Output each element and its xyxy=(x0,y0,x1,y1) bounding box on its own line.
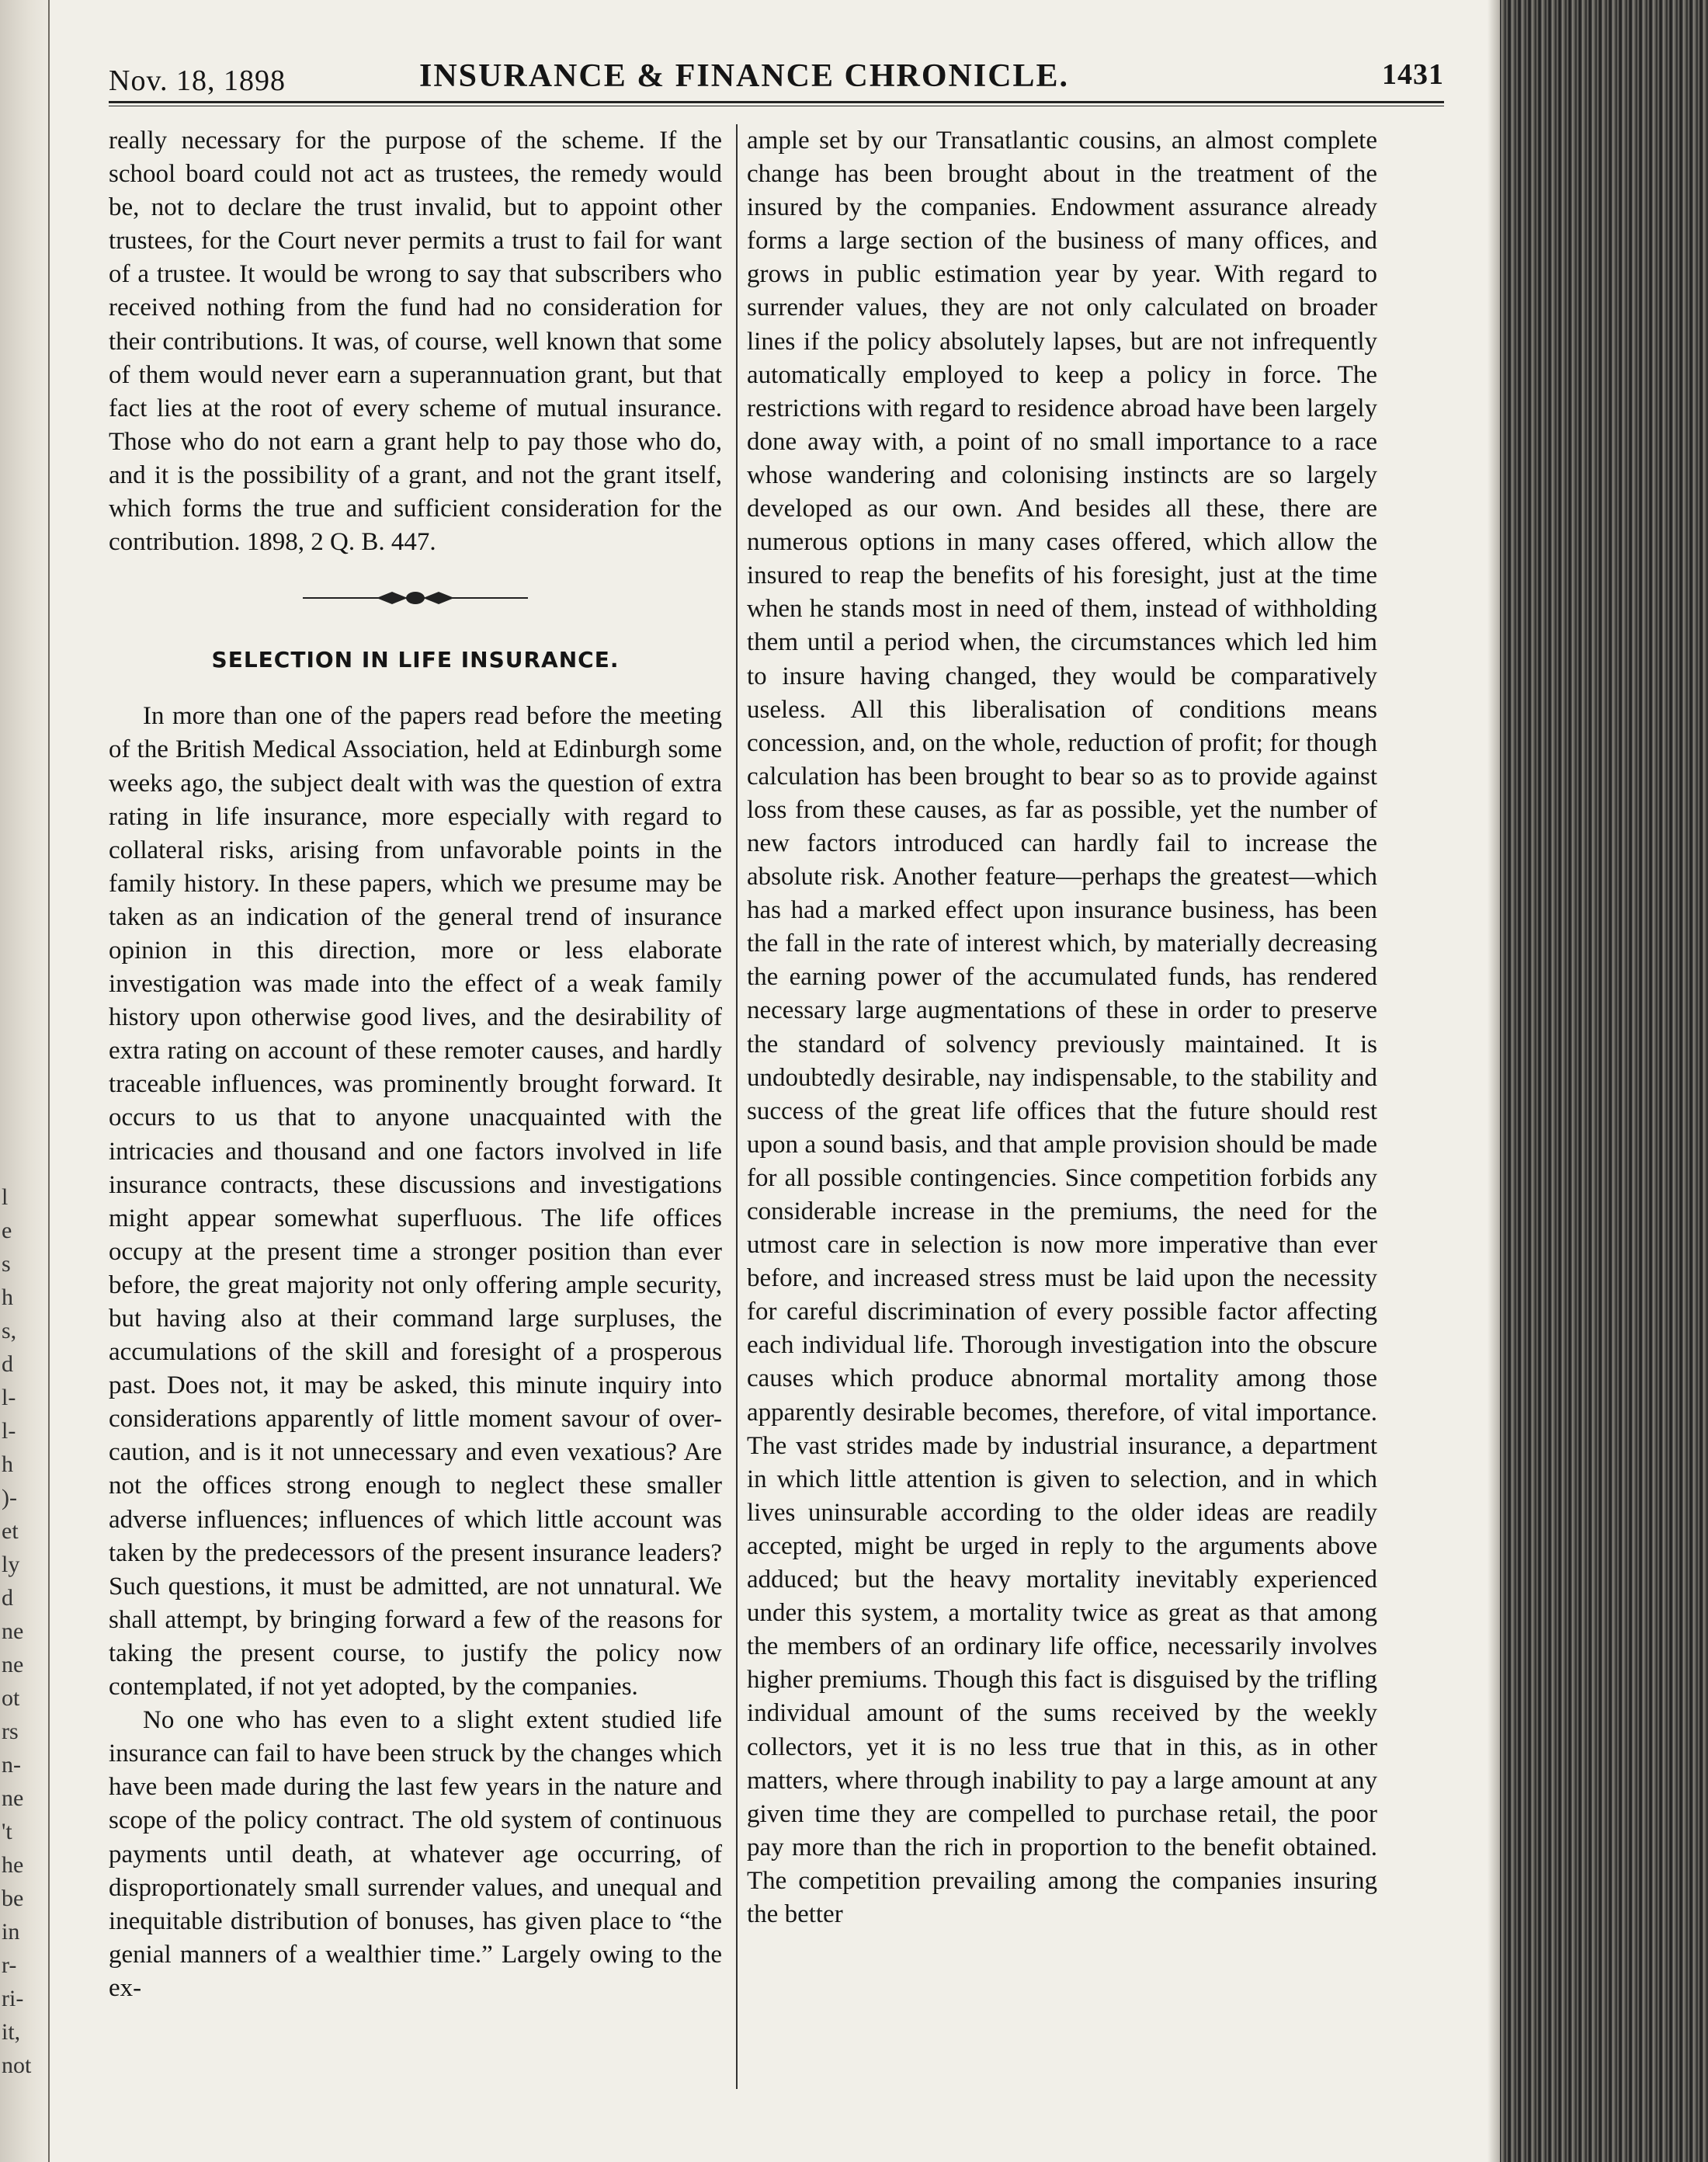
column-left xyxy=(109,124,722,2136)
page-number: 1431 xyxy=(1382,58,1444,91)
column-right xyxy=(747,124,1377,2136)
continued-paragraph-right: ample set by our Transatlantic cousins, an almost complete change has been brought about in the treatment of the insured by the companies. Endowment assurance already forms a large section of the business of many offices, and grows in public estimation year by year. With regard to surrender values, they are not only calculated on broader lines if the policy absolutely lapses, but are not infrequently automatically employed to keep a policy in force. The restrictions with regard to residence abroad have been largely done away with, a point of no small importance to a race whose wandering and colonising instincts are so largely developed as our own. And besides all these, there are numerous options in many cases offered, which allow the insured to reap the benefits of his foresight, just at the time when he stands most in need of them, instead of withholding them until a period when, the circumstances which led him to insure having changed, they would be comparatively useless. All this liberalisation of conditions means concession, and, on the whole, reduction of profit; for though calculation has been brought to bear so as to provide against loss from these causes, as far as possible, yet the number of new factors introduced can hardly fail to increase the absolute risk. Another feature—perhaps the greatest—which has had a marked effect upon insurance business, has been the fall in the rate of interest which, by materially decreasing the earning power of the accumulated funds, has rendered necessary large augmentations of these in order to preserve the standard of solvency previously maintained. It is undoubtedly desirable, nay indispensable, to the stability and success of the great life offices that the future should rest upon a sound basis, and that ample provision should be made for all possible contingencies. Since competition forbids any considerable increase in the premiums, the need for the utmost care in selection is now more imperative than ever before, and increased stress must be laid upon the necessity for careful discrimination of every possible factor affecting each individual life. Thorough investigation into the obscure causes which produce abnormal mortality among those apparently desirable becomes, therefore, of vital importance. The vast strides made by industrial insurance, a department in which little attention is given to selection, and in which lives uninsurable according to the older ideas are readily accepted, might be urged in reply to the arguments above adduced; but the heavy mortality inevitably experienced under this system, a mortality twice as great as that among the members of an ordinary life office, necessarily involves higher premiums. Though this fact is disguised by the trifling individual amount of the sums received by the weekly collectors, yet it is no less true that in this, as in other matters, where through inability to pay a large amount at any given time they are compelled to purchase retail, the poor pay more than the rich in proportion to the benefit obtained. The competition prevailing among the companies insuring the better xyxy=(747,127,1377,1928)
section-title: SELECTION IN LIFE INSURANCE. xyxy=(211,647,620,673)
newspaper-page xyxy=(109,54,1444,2136)
continued-paragraph: really necessary for the purpose of the scheme. If the school board could not act as trustees, the remedy would be, not to declare the trust invalid, but to appoint other trustees, for the Court never permits a trust to fail for want of a trustee. It would be wrong to say that subscribers who received nothing from the fund had no consideration for their contributions. It was, of course, well known that some of them would never earn a superannuation grant, but that fact lies at the root of every scheme of mutual insurance. Those who do not earn a grant help to pay those who do, and it is the possibility of a grant, and not the grant itself, which forms the true and sufficient consideration for the contribution. 1898, 2 Q. B. 447. xyxy=(109,127,722,557)
column-rule xyxy=(736,124,738,2089)
adjacent-page-fragments: l e s h s, d l- l- h )- et ly d ne ne ot rs n- ne 't he be in r- ri- it, not xyxy=(2,1184,32,2078)
stacked-page-edges xyxy=(1498,0,1708,2162)
journal-title: INSURANCE & FINANCE CHRONICLE. xyxy=(419,58,1070,94)
section-divider-ornament xyxy=(109,576,722,620)
page-header xyxy=(109,54,1444,101)
issue-date: Nov. 18, 1898 xyxy=(109,64,286,97)
header-rule xyxy=(109,101,1444,106)
divider-ornament-icon xyxy=(303,587,528,609)
article-paragraph-1: In more than one of the papers read before the meeting of the British Medical Association, held at Edinburgh some weeks ago, the subject dealt with was the question of extra rating in life insurance, more especially with regard to collateral risks, arising from unfavorable points in the family history. In these papers, which we presume may be taken as an indication of the general trend of insurance opinion in this direction, more or less elaborate investigation was made into the effect of a weak family history upon otherwise good lives, and the desirability of extra rating on account of these remoter causes, and hardly traceable influences, was prominently brought forward. It occurs to us that to anyone unacquainted with the intricacies and thousand and one factors involved in life insurance contracts, these discussions and investigations might appear somewhat superfluous. The life offices occupy at the present time a stronger position than ever before, the great majority not only offering ample security, but having also at their command large surpluses, the accumulations of the skill and foresight of a prosperous past. Does not, it may be asked, this minute inquiry into considerations apparently of little moment savour of over-caution, and is it not unnecessary and even vexatious? Are not the offices strong enough to neglect these smaller adverse influences; influences of which little account was taken by the predecessors of the present insurance leaders? Such questions, it must be admitted, are not unnatural. We shall attempt, by bringing forward a few of the reasons for taking the present course, to justify the policy now contemplated, if not yet adopted, by the companies. xyxy=(109,702,722,1701)
article-paragraph-2: No one who has even to a slight extent studied life insurance can fail to have been struck by the changes which have been made during the last few years in the nature and scope of the policy contract. The old system of continuous payments until death, at whatever age occurring, of disproportionately small surrender values, and unequal and inequitable distribution of bonuses, has given place to “the genial manners of a wealthier time.” Largely owing to the ex- xyxy=(109,1706,722,2002)
